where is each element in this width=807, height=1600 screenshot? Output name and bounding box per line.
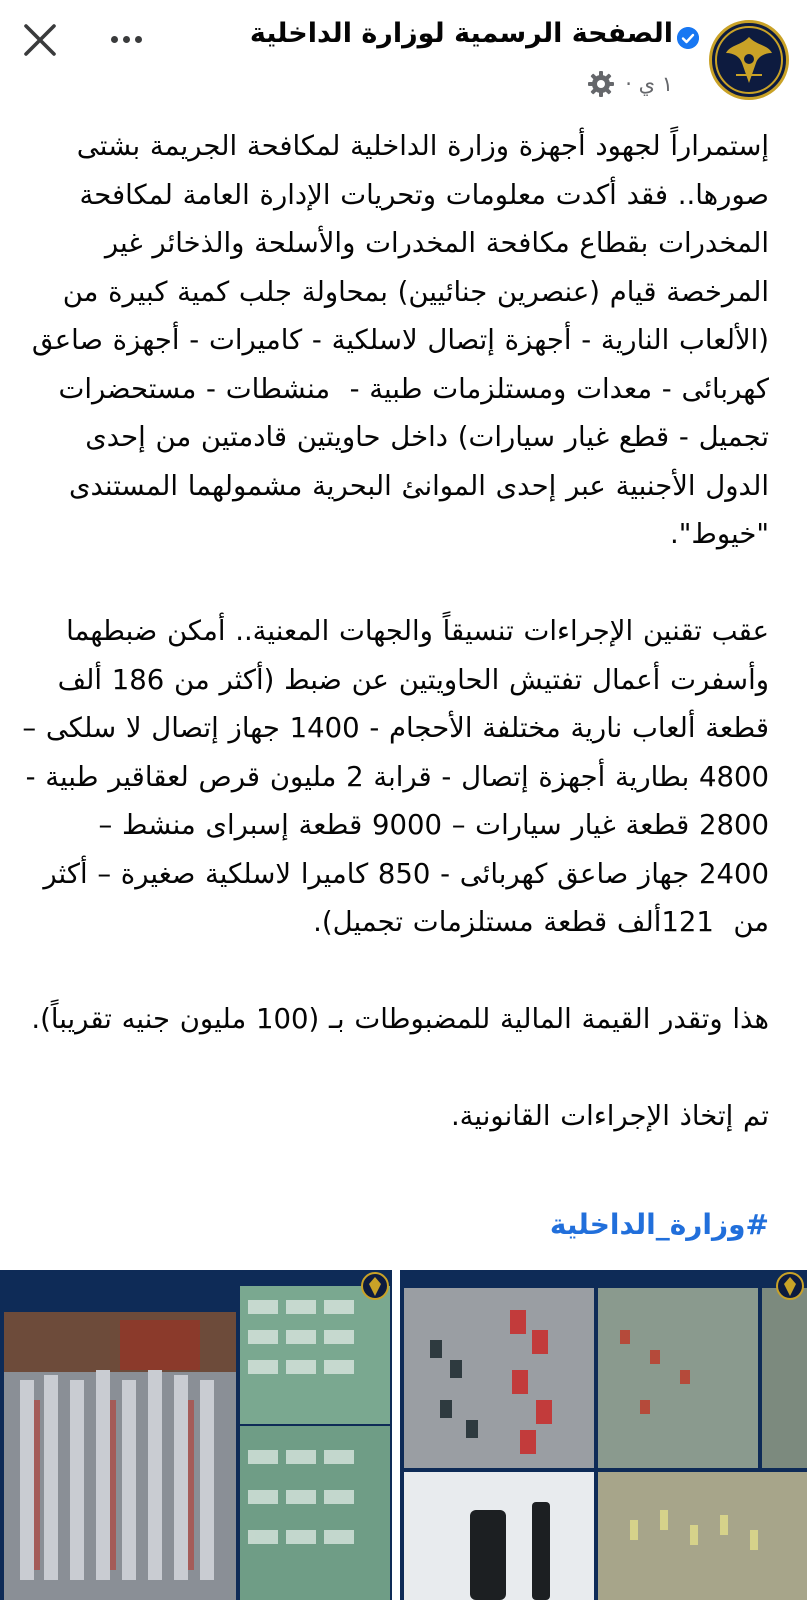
photo-radio-devices-batteries[interactable] [400, 1270, 807, 1600]
post-time[interactable]: ١ ي · [625, 72, 673, 96]
more-dot [111, 36, 118, 43]
more-dot [135, 36, 142, 43]
more-options-button[interactable] [106, 24, 146, 54]
police-emblem-icon [712, 23, 786, 97]
photo-grid [0, 1270, 807, 1600]
hashtag-link[interactable]: #وزارة_الداخلية [549, 1208, 769, 1241]
post-text [12, 122, 769, 1141]
photo-image [400, 1270, 807, 1600]
photo-containers-seized-goods[interactable] [0, 1270, 392, 1600]
gear-icon [587, 70, 615, 98]
post-paragraph: إستمراراً لجهود أجهزة وزارة الداخلية لمكافحة الجريمة بشتى صورها.. فقد أكدت معلومات وتحريات الإدارة العامة لمكافحة المخدرات بقطاع مكافحة المخدرات والأسلحة والذخائر غير المرخصة قيام (عنصرين جنائيين) بمحاولة جلب كمية كبيرة من (الألعاب النارية - أجهزة إتصال لاسلكية - كاميرات - أجهزة صاعق كهربائى - معدات ومستلزمات طبية - منشطات - مستحضرات تجميل - قطع غيار سيارات) داخل حاويتين قادمتين من إحدى الدول الأجنبية عبر إحدى الموانئ البحرية مشمولهما المستندى "خيوط". [22, 130, 769, 550]
post-paragraph: تم إتخاذ الإجراءات القانونية. [450, 1100, 769, 1132]
page-avatar[interactable] [709, 20, 789, 100]
post-header [0, 0, 807, 120]
more-dot [123, 36, 130, 43]
post-paragraph: عقب تقنين الإجراءات تنسيقاً والجهات المعنية.. أمكن ضبطهما وأسفرت أعمال تفتيش الحاويتين عن ضبط (أكثر من 186 ألف قطعة ألعاب نارية مختلفة الأحجام - 1400 جهاز إتصال لا سلكى – 4800 بطارية أجهزة إتصال - قرابة 2 مليون قرص لعقاقير طبية - 2800 قطعة غيار سيارات – 9000 قطعة إسبراى منشط – 2400 جهاز صاعق كهربائى - 850 كاميرا لاسلكية صغيرة – أكثر من 121ألف قطعة مستلزمات تجميل). [12, 615, 769, 938]
page-name-link[interactable]: الصفحة الرسمية لوزارة الداخلية [249, 18, 673, 49]
post-paragraph: هذا وتقدر القيمة المالية للمضبوطات بـ (100 مليون جنيه تقريباً). [31, 1003, 769, 1035]
photo-image [0, 1270, 392, 1600]
post-meta [587, 70, 673, 98]
verified-badge-icon [677, 27, 699, 49]
close-icon[interactable] [22, 22, 58, 58]
